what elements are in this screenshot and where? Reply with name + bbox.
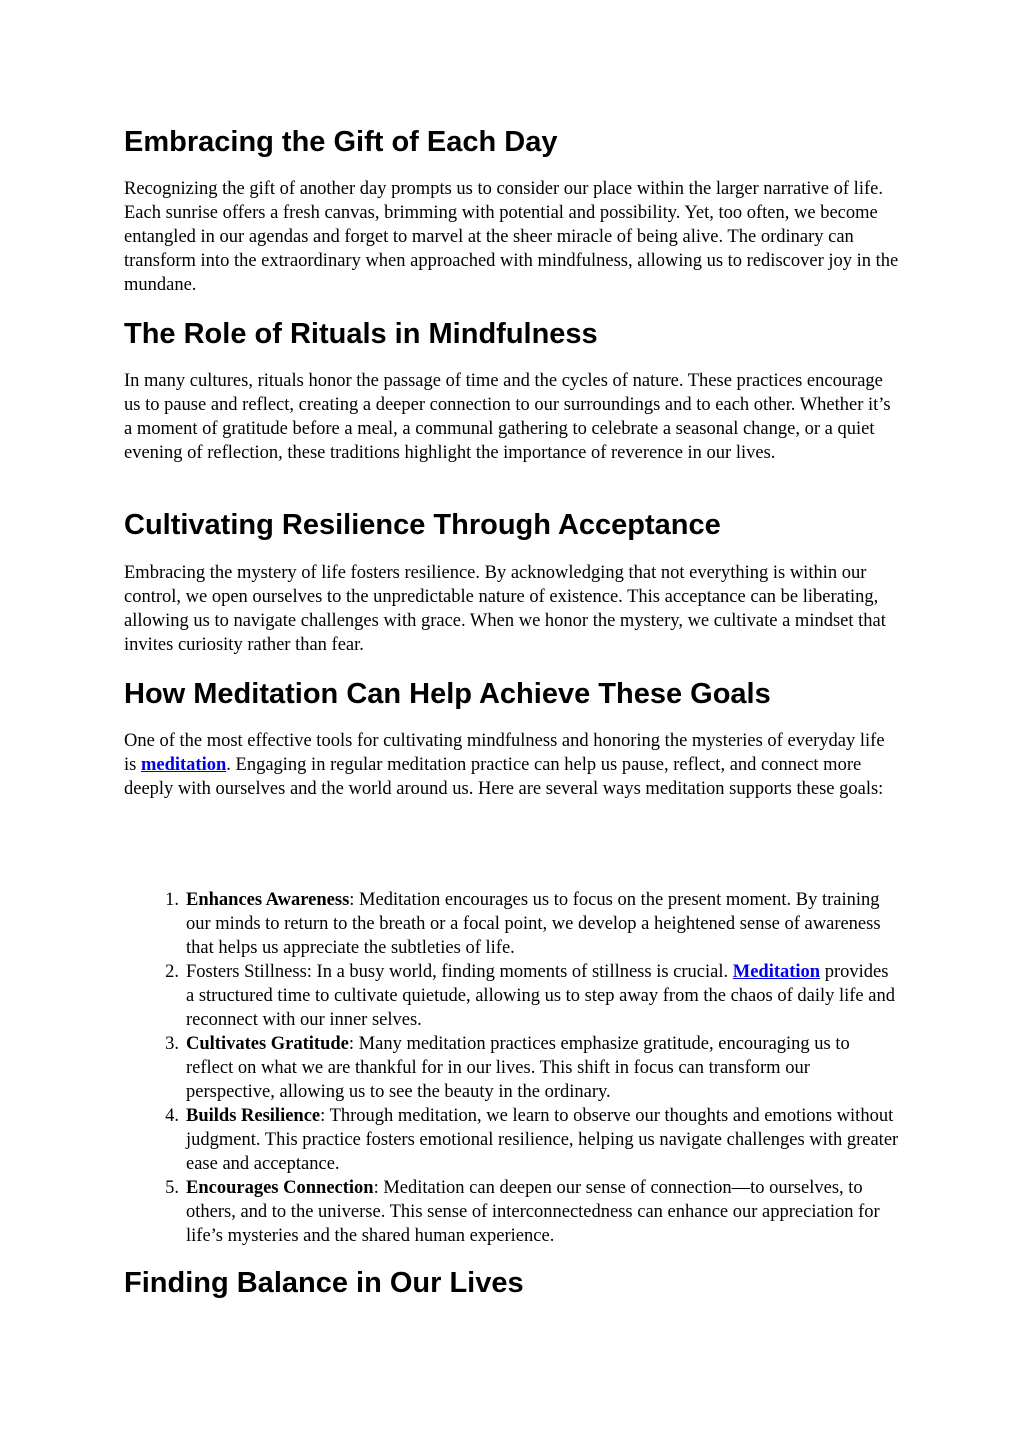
list-item bbox=[165, 1032, 899, 1104]
meditation-link-list[interactable]: Meditation bbox=[732, 962, 821, 982]
section-heading-rituals: The Role of Rituals in Mindfulness bbox=[124, 318, 598, 350]
list-item-number: 4. bbox=[165, 1106, 179, 1126]
section-heading-balance: Finding Balance in Our Lives bbox=[124, 1267, 524, 1299]
section-heading-gift: Embracing the Gift of Each Day bbox=[124, 126, 558, 158]
list-item-text: : Many meditation practices emphasize gratitude, encouraging us to reflect on what we are thankful for in our lives. This shift in focus can transform our perspective, allowing us to see the beauty in the ordinary. bbox=[186, 1034, 850, 1102]
list-item bbox=[165, 1176, 899, 1248]
list-item-title: Encourages Connection bbox=[186, 1178, 374, 1198]
list-item-number: 1. bbox=[165, 890, 179, 910]
meditation-benefits-list bbox=[124, 888, 899, 1248]
section-paragraph-resilience: Embracing the mystery of life fosters resilience. By acknowledging that not everything is within our control, we open ourselves to the unpredictable nature of existence. This acceptance can be liberating, allowing us to navigate challenges with grace. When we honor the mystery, we cultivate a mindset that invites curiosity rather than fear. bbox=[124, 563, 886, 655]
section-paragraph-gift: Recognizing the gift of another day prompts us to consider our place within the larger narrative of life. Each sunrise offers a fresh canvas, brimming with potential and possibility. Yet, too often, we become entangled in our agendas and forget to marvel at the sheer miracle of being alive. The ordinary can transform into the extraordinary when approached with mindfulness, allowing us to rediscover joy in the mundane. bbox=[124, 179, 899, 295]
list-item-number: 5. bbox=[165, 1178, 179, 1198]
section-heading-resilience: Cultivating Resilience Through Acceptance bbox=[124, 509, 721, 541]
section-paragraph-meditation bbox=[124, 729, 899, 801]
list-item-title: Cultivates Gratitude bbox=[186, 1034, 349, 1054]
list-item-text: : Meditation can deepen our sense of connection—to ourselves, to others, and to the universe. This sense of interconnectedness can enhance our appreciation for life’s mysteries and the shared human experience. bbox=[186, 1178, 880, 1246]
paragraph-text-before-link: One of the most effective tools for cultivating mindfulness and honoring the mysteries of everyday life is bbox=[124, 731, 885, 775]
list-item-number: 2. bbox=[165, 962, 179, 982]
list-item bbox=[165, 888, 899, 960]
list-item-text-before-link: Fosters Stillness: In a busy world, finding moments of stillness is crucial. bbox=[186, 962, 733, 982]
paragraph-text-after-link: . Engaging in regular meditation practice can help us pause, reflect, and connect more deeply with ourselves and the world around us. Here are several ways meditation supports these goals: bbox=[124, 755, 884, 799]
meditation-link[interactable]: meditation bbox=[140, 755, 227, 775]
list-item-title: Builds Resilience bbox=[186, 1106, 321, 1126]
list-item-title: Enhances Awareness bbox=[186, 890, 350, 910]
list-item-number: 3. bbox=[165, 1034, 179, 1054]
list-item-text-after-link: provides a structured time to cultivate quietude, allowing us to step away from the chaos of daily life and reconnect with our inner selves. bbox=[186, 962, 895, 1030]
list-item bbox=[165, 1104, 899, 1176]
list-item-text: : Meditation encourages us to focus on the present moment. By training our minds to return to the breath or a focal point, we develop a heightened sense of awareness that helps us appreciate the subtleties of life. bbox=[186, 890, 881, 958]
section-heading-meditation: How Meditation Can Help Achieve These Goals bbox=[124, 678, 771, 710]
list-item bbox=[165, 960, 899, 1032]
section-paragraph-rituals: In many cultures, rituals honor the passage of time and the cycles of nature. These practices encourage us to pause and reflect, creating a deeper connection to our surroundings and to each other. Whether it’s a moment of gratitude before a meal, a communal gathering to celebrate a seasonal change, or a quiet evening of reflection, these traditions highlight the importance of reverence in our lives. bbox=[124, 371, 891, 463]
list-item-text: : Through meditation, we learn to observe our thoughts and emotions without judgment. This practice fosters emotional resilience, helping us navigate challenges with greater ease and acceptance. bbox=[186, 1106, 899, 1174]
